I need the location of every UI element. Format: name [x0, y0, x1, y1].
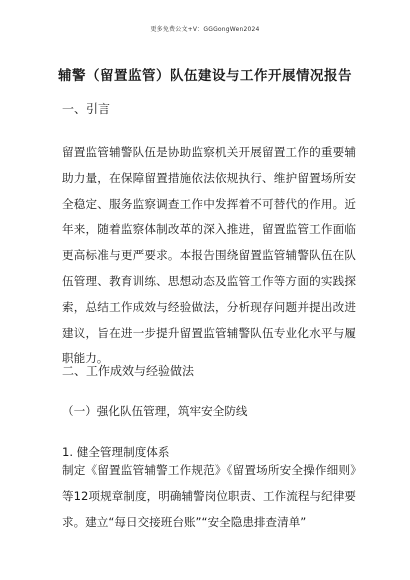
item-paragraph: 制定《留置监管辅警工作规范》《留置场所安全操作细则》等12项规章制度，明确辅警岗位职责、工作流程与纪律要求。建立“每日交接班台账”“安全隐患排查清单” [62, 463, 356, 529]
document-title: 辅警（留置监管）队伍建设与工作开展情况报告 [58, 68, 352, 84]
subsection-heading: （一）强化队伍管理，筑牢安全防线 [62, 404, 248, 418]
section-heading-achievements: 二、工作成效与经验做法 [62, 364, 195, 378]
item-title: 1. 健全管理制度体系 [62, 445, 170, 459]
section-heading-intro: 一、引言 [62, 102, 111, 116]
intro-paragraph: 留置监管辅警队伍是协助监察机关开展留置工作的重要辅助力量，在保障留置措施依法依规执行、维护留置场所安全稳定、服务监察调查工作中发挥着不可替代的作用。近年来，随着监察体制改革的深入推进，留置监管工作面临更高标准与更严要求。本报告围绕留置监管辅警队伍在队伍管理、教育训练、思想动态及监管工作等方面的实践探索，总结工作成效与经验做法，分析现存问题并提出改进建议，旨在进一步提升留置监管辅警队伍专业化水平与履职能力。 [62, 145, 356, 366]
header-watermark: 更多免费公文+V：GGGongWen2024 [150, 26, 260, 33]
